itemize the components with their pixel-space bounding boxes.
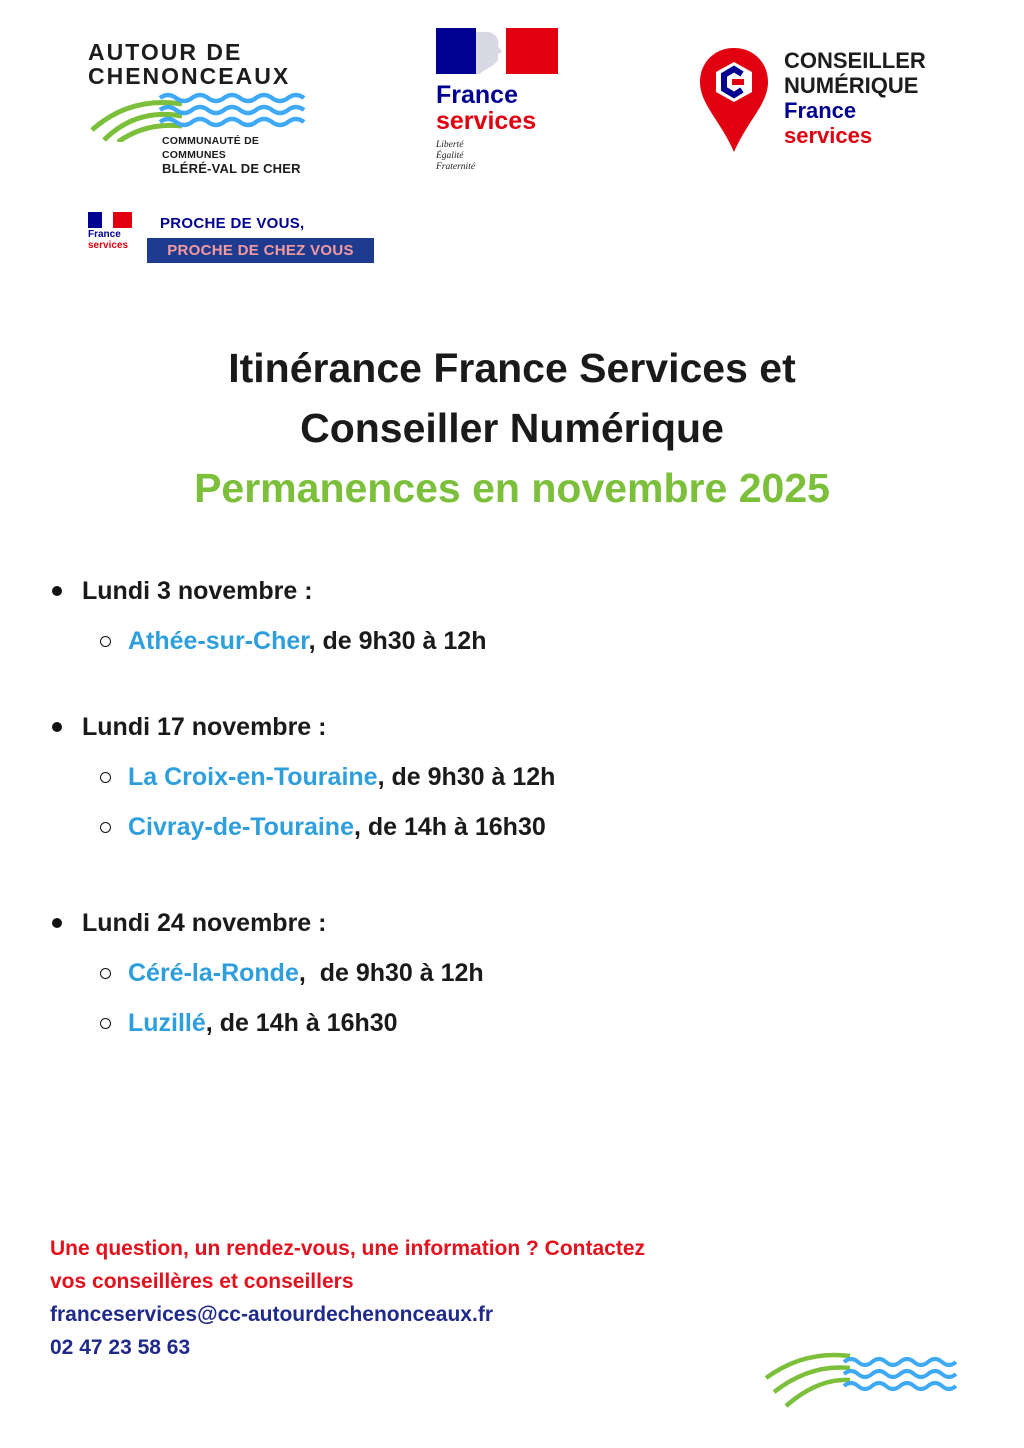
schedule-day (52, 570, 952, 670)
title-subtitle: Permanences en novembre 2025 (194, 465, 830, 511)
bullet-disc-icon (52, 722, 62, 732)
contact-question-line1: Une question, un rendez-vous, une information ? Contactez (50, 1237, 646, 1260)
title-line1: Itinérance France Services et (228, 345, 796, 391)
fs-logo-line2: services (436, 107, 537, 135)
conseiller-numerique-logo (698, 44, 958, 156)
bullet-circle-icon (100, 1018, 111, 1029)
contact-email-link[interactable]: franceservices@cc-autourdechenonceaux.fr (50, 1303, 493, 1326)
contact-phone: 02 47 23 58 63 (50, 1336, 191, 1359)
day-label: Lundi 17 novembre : (82, 713, 327, 741)
marianne-flag-icon (436, 28, 558, 74)
france-services-logo (436, 28, 566, 178)
mini-logo-line1: France (88, 229, 121, 240)
bullet-circle-icon (100, 822, 111, 833)
cn-logo-line2: NUMÉRIQUE (784, 73, 919, 98)
cn-logo-text (784, 48, 926, 148)
slot-text (128, 810, 546, 844)
slot-place: Luzillé (128, 1009, 206, 1037)
day-heading (52, 706, 952, 756)
cn-logo-line4: services (784, 123, 873, 148)
bullet-circle-icon (100, 772, 111, 783)
schedule-slot (52, 952, 952, 1002)
schedule-slot (52, 756, 952, 806)
banner-line2: PROCHE DE CHEZ VOUS (147, 238, 374, 263)
bullet-circle-icon (100, 968, 111, 979)
schedule-slot (52, 806, 952, 856)
contact-question-line2: vos conseillères et conseillers (50, 1270, 354, 1293)
slot-text (128, 1006, 398, 1040)
contact-block (50, 1232, 810, 1364)
motto-fraternite: Fraternité (436, 162, 476, 172)
slot-time: , de 14h à 16h30 (353, 813, 546, 841)
slot-text (128, 956, 484, 990)
fs-logo-line1: France (436, 81, 518, 109)
motto-liberte: Liberté (436, 140, 464, 150)
cn-logo-line1: CONSEILLER (784, 48, 926, 73)
motto-egalite: Égalité (436, 151, 464, 161)
fs-logo-motto (436, 140, 566, 173)
cc-logo-sub2: BLÉRÉ-VAL DE CHER (162, 161, 301, 176)
slot-place: Athée-sur-Cher (128, 627, 309, 655)
schedule-list (52, 570, 952, 1052)
day-label: Lundi 24 novembre : (82, 909, 327, 937)
cc-logo-subtitle (162, 134, 320, 176)
title-line2: Conseiller Numérique (300, 405, 724, 451)
banner-line1: PROCHE DE VOUS, (160, 215, 305, 232)
schedule-day (52, 902, 952, 1052)
schedule-slot (52, 1002, 952, 1052)
mini-france-services-logo (88, 212, 136, 251)
bullet-circle-icon (100, 636, 111, 647)
day-heading (52, 570, 952, 620)
schedule-day (52, 706, 952, 856)
slot-text (128, 624, 486, 658)
mini-flag-icon (88, 212, 132, 228)
day-label: Lundi 3 novembre : (82, 577, 313, 605)
slot-time: , de 9h30 à 12h (298, 959, 484, 987)
cc-logo-line2: CHENONCEAUX (88, 63, 291, 89)
slot-place: La Croix-en-Touraine (128, 763, 378, 791)
slot-time: , de 14h à 16h30 (205, 1009, 398, 1037)
slot-time: , de 9h30 à 12h (308, 627, 487, 655)
schedule-slot (52, 620, 952, 670)
bullet-disc-icon (52, 586, 62, 596)
bullet-disc-icon (52, 918, 62, 928)
cc-logo-line1: AUTOUR DE (88, 39, 243, 65)
cc-autour-de-chenonceaux-logo (88, 39, 320, 176)
slot-place: Civray-de-Touraine (128, 813, 354, 841)
page-title (0, 338, 1024, 518)
cn-logo-line3: France (784, 98, 857, 123)
mini-logo-line2: services (88, 240, 129, 251)
proche-de-vous-banner (88, 212, 388, 268)
map-pin-c-icon (698, 46, 770, 154)
slot-place: Céré-la-Ronde (128, 959, 299, 987)
cc-logo-sub1: COMMUNAUTÉ DE COMMUNES (162, 135, 260, 161)
slot-text (128, 760, 555, 794)
day-heading (52, 902, 952, 952)
slot-time: , de 9h30 à 12h (377, 763, 556, 791)
hills-waves-icon (764, 1348, 968, 1410)
